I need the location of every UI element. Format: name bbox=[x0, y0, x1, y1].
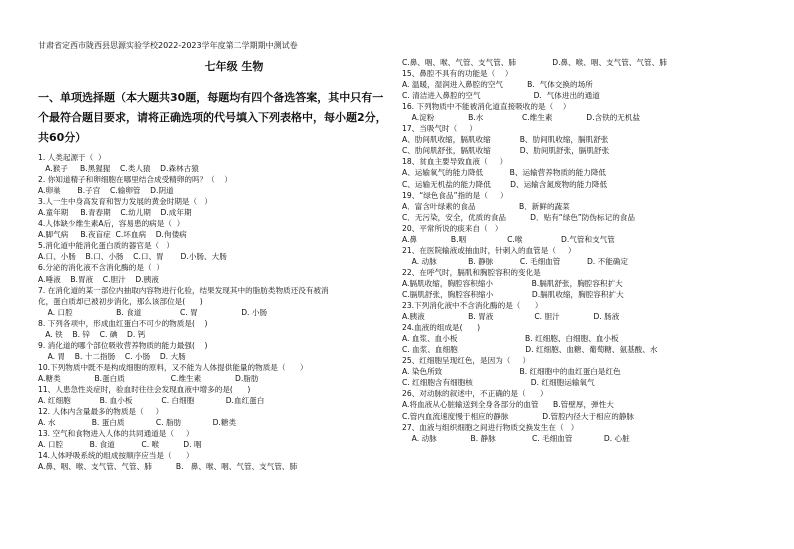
left-question-list bbox=[38, 152, 390, 472]
question-line: A.胰液 B. 胃液 C. 胆汁 D. 肠液 bbox=[402, 312, 620, 322]
question-line: A.唾液 B.胃液 C.胆汁 D.胰液 bbox=[38, 274, 159, 284]
question-line: C. 清洁进入鼻腔的空气 D. 气体进出的通道 bbox=[402, 91, 600, 101]
question-line: 13. 空气和食物进入人体的共同通道是（ ） bbox=[38, 429, 194, 439]
question-line: 26、对动脉的叙述中，不正确的是（ ） bbox=[402, 389, 548, 399]
question-line: 9. 消化道的哪个部位吸收营养物质的能力最强( ) bbox=[38, 340, 208, 350]
question-line: 17、当吸气时（ ） bbox=[402, 124, 477, 134]
exam-title: 甘肃省定西市陇西县思源实验学校2022-2023学年度第二学期期中测试卷 bbox=[38, 41, 298, 50]
question-line: A. 动脉 B. 静脉 C. 毛细血管 D. 不能确定 bbox=[402, 256, 628, 266]
right-question-list bbox=[402, 57, 756, 444]
question-line: A.糖类 B.蛋白质 C.维生素 D.脂肪 bbox=[38, 373, 259, 383]
question-line: A、肋间肌收缩，膈肌收缩 B、肋间肌收缩，膈肌舒张 bbox=[402, 135, 609, 145]
question-line: A. 口腔 B. 食道 C. 喉 D. 咽 bbox=[38, 440, 202, 450]
question-line: 16. 下列物质中不能被消化道直接吸收的是（ ） bbox=[402, 102, 571, 112]
question-line: A. 铁 B. 锌 C. 碘 D. 钙 bbox=[38, 329, 146, 339]
question-line: A.膈肌收缩，胸腔容积缩小 B.膈肌舒张，胸腔容积扩大 bbox=[402, 278, 623, 288]
question-line: 1. 人类起源于（ ） bbox=[38, 153, 106, 162]
question-line: 21、在医院输液或抽血时，针刺入的血管是（ ） bbox=[402, 245, 576, 255]
question-line: 6.分泌的消化液不含消化酶的是（ ） bbox=[38, 263, 164, 273]
question-line: A. 温暖，湿润进入鼻腔的空气 B. 气体交换的场所 bbox=[402, 80, 593, 90]
question-line: C. 血浆、血细胞 D. 红细胞、血糖、葡萄糖、氨基酸、水 bbox=[402, 345, 658, 355]
question-line: 11、人患急性炎症时，验血时往往会发现血液中增多的是( ) bbox=[38, 384, 251, 394]
question-line: 化，蛋白质却已被初步消化，那么该部位是( ) bbox=[38, 296, 203, 306]
question-line: A. 红细胞 B. 血小板 C. 白细胞 D.血红蛋白 bbox=[38, 396, 265, 406]
question-line: A．富含叶绿素的食品 B．新鲜的蔬菜 bbox=[402, 201, 570, 211]
question-line: 5.消化道中能消化蛋白质的器官是（ ） bbox=[38, 241, 174, 251]
question-line: C.鼻、咽、喉、气管、支气管、肺 D.鼻、喉、咽、支气管、气管、肺 bbox=[402, 58, 667, 67]
question-line: C. 红细胞含有细胞核 D. 红细胞运输氧气 bbox=[402, 378, 595, 388]
question-line: A. 血浆、血小板 B. 红细胞、白细胞、血小板 bbox=[402, 334, 619, 344]
left-column bbox=[38, 40, 390, 472]
question-line: 4.人体缺少维生素A后，容易患的病是（ ） bbox=[38, 219, 185, 229]
question-line: 18、贫血主要导致血液（ ） bbox=[402, 157, 508, 167]
question-line: C、肋间肌舒张，膈肌收缩 D、肋间肌舒张，膈肌舒张 bbox=[402, 146, 610, 156]
question-line: A.脚气病 B.夜盲症 C.坏血病 D.佝偻病 bbox=[38, 230, 187, 240]
question-line: 23.下列消化液中不含消化酶的是（ ） bbox=[402, 301, 543, 311]
question-line: C.管内血流速度慢于相应的静脉 D.管腔内径大于相应的静脉 bbox=[402, 411, 635, 421]
question-line: 14.人体呼吸系统的组成按顺序应当是（ ） bbox=[38, 451, 194, 461]
right-column bbox=[402, 57, 756, 444]
question-line: 2. 你知道精子和卵细胞在哪里结合成受精卵的吗？（ ） bbox=[38, 175, 232, 185]
question-line: 19、“绿色食品”指的是（ ） bbox=[402, 190, 508, 200]
question-line: 15、鼻腔不具有的功能是（ ） bbox=[402, 69, 513, 79]
question-line: 27、血液与组织细胞之间进行物质交换发生在（ ） bbox=[402, 422, 579, 432]
question-line: A.童年期 B.青春期 C.幼儿期 D.成年期 bbox=[38, 208, 192, 218]
question-line: A.鼻、咽、喉、支气管、气管、肺 B. 鼻、喉、咽、气管、支气管、肺 bbox=[38, 462, 298, 472]
question-line: 12. 人体内含量最多的物质是（ ） bbox=[38, 407, 164, 417]
question-line: 3.人一生中身高发育和智力发展的黄金时期是（ ） bbox=[38, 197, 212, 207]
question-line: A. 胃 B. 十二指肠 C. 小肠 D. 大肠 bbox=[38, 351, 186, 361]
question-line: A.口、小肠 B.口、小肠 C.口、胃 D.小肠、大肠 bbox=[38, 252, 227, 262]
question-line: 7. 在消化道的某一部位内抽取内容物进行化验，结果发现其中的脂肪类物质还没有被消 bbox=[38, 285, 329, 295]
question-line: A. 染色所致 B. 红细胞中的血红蛋白是红色 bbox=[402, 367, 621, 377]
question-line: 10.下列物质中既不是构成细胞的原料，又不能为人体提供能量的物质是（ ） bbox=[38, 362, 308, 372]
question-line: A、运输氧气的能力降低 B、运输营养物质的能力降低 bbox=[402, 168, 607, 178]
question-line: A. 动脉 B. 静脉 C. 毛细血管 D. 心脏 bbox=[402, 433, 630, 443]
grade-subject: 七年级 生物 bbox=[204, 60, 264, 73]
question-line: A. 口腔 B. 食道 C. 胃 D. 小肠 bbox=[38, 307, 268, 317]
question-line: A.淀粉 B.水 C.维生素 D.含铁的无机盐 bbox=[402, 113, 641, 123]
instruction-line: 一、单项选择题（本大题共30题，每题均有四个备选答案，其中只有一 bbox=[38, 91, 384, 104]
question-line: C.膈肌舒张，胸腔容积缩小 D.膈肌收缩，胸腔容积扩大 bbox=[402, 289, 624, 299]
question-line: 22、在呼气时，膈肌和胸腔容积的变化是 bbox=[402, 267, 541, 277]
question-line: 25、红细胞呈现红色，是因为（ ） bbox=[402, 356, 531, 366]
question-line: C、运输无机盐的能力降低 D、运输含氮废物的能力降低 bbox=[402, 179, 608, 189]
question-line: A.猴子 B.黑猩猩 C.类人猿 D.森林古猿 bbox=[38, 164, 199, 174]
instruction-line: 共60分） bbox=[38, 131, 87, 144]
question-line: A.将血液从心脏输送到全身各部分的血管 B.管壁厚，弹性大 bbox=[402, 400, 614, 410]
question-line: A.卵巢 B.子宫 C.输卵管 D.阴道 bbox=[38, 186, 174, 196]
question-line: C．无污染，安全，优质的食品 D．贴有“绿色”防伪标记的食品 bbox=[402, 212, 635, 222]
instruction-line: 个最符合题目要求，请将正确选项的代号填入下列表格中，每小题2分， bbox=[38, 111, 387, 124]
question-line: A. 水 B. 蛋白质 C. 脂肪 D.糖类 bbox=[38, 418, 237, 428]
question-line: 20、平常所说的痰来自（ ） bbox=[402, 223, 503, 233]
question-line: 8. 下列各项中，形成血红蛋白不可少的物质是( ) bbox=[38, 318, 208, 328]
question-line: A.鼻 B.咽 C.喉 D.气管和支气管 bbox=[402, 234, 615, 244]
question-line: 24.血液的组成是( ) bbox=[402, 323, 481, 333]
